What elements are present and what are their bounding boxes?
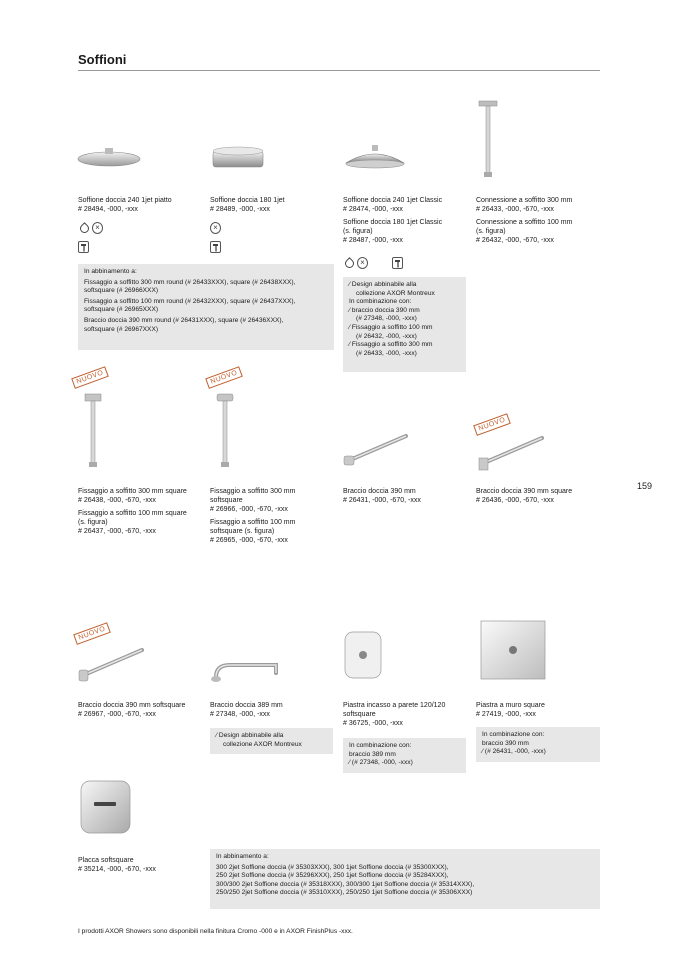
- product-name: Connessione a soffitto 100 mm: [476, 219, 573, 226]
- box-line: In combinazione con:: [482, 731, 545, 738]
- box-line: 300/300 2jet Soffione doccia (# 35318XXX), 300/300 1jet Soffione doccia (# 35314XXX),: [216, 880, 475, 888]
- box-line: ⁄ (# 26431, -000, -xxx): [482, 748, 546, 756]
- product-code: # 26437, -000, -670, -xxx: [78, 528, 156, 535]
- combination-info-box: [476, 727, 600, 762]
- box-line: Braccio doccia 390 mm round (# 26431XXX), square (# 26436XXX),: [84, 316, 284, 324]
- product-code: # 28494, -000, -xxx: [78, 206, 138, 213]
- product-caption: [476, 701, 601, 719]
- combination-info-box: [343, 277, 466, 372]
- shower-head-180-image: [210, 143, 266, 173]
- shower-arm-390-softsquare-image: [76, 640, 146, 684]
- product-name: Fissaggio a soffitto 300 mm: [210, 488, 296, 495]
- spray-mode-icon: [210, 222, 221, 234]
- spray-mode-icon: [357, 257, 368, 269]
- product-code: # 28474, -000, -xxx: [343, 206, 403, 213]
- product-name: Fissaggio a soffitto 100 mm: [210, 519, 296, 526]
- product-caption: [343, 701, 468, 728]
- box-line: In combinazione con:: [349, 298, 412, 306]
- product-caption: [210, 701, 335, 719]
- combination-info-box: [343, 738, 466, 773]
- box-line: Fissaggio a soffitto 300 mm round (# 26433XXX), square (# 26438XXX),: [84, 278, 296, 286]
- shower-head-icon: [392, 257, 403, 269]
- product-code: # 26967, -000, -670, -xxx: [78, 711, 156, 718]
- box-title: In abbinamento a:: [216, 853, 269, 860]
- product-note: (s. figura): [343, 228, 373, 235]
- product-name: Fissaggio a soffitto 300 mm square: [78, 488, 187, 495]
- product-name: Soffione doccia 180 1jet Classic: [343, 219, 443, 226]
- product-code: # 26433, -000, -670, -xxx: [476, 206, 554, 213]
- box-line: (# 26433, -000, -xxx): [356, 349, 417, 357]
- box-line: softsquare (# 26965XXX): [84, 306, 159, 314]
- shower-arm-390-square-image: [476, 430, 546, 474]
- plate-softsquare-image: [78, 778, 133, 836]
- wall-plate-softsquare-image: [343, 630, 383, 680]
- product-code: # 27419, -000, -xxx: [476, 711, 536, 718]
- product-name: Placca softsquare: [78, 857, 134, 864]
- box-line: ⁄ Design abbinabile alla: [216, 732, 284, 739]
- product-name: Piastra incasso a parete 120/120: [343, 702, 446, 709]
- product-name: softsquare: [343, 711, 376, 718]
- feature-icons: [210, 241, 221, 253]
- box-line: ⁄ Fissaggio a soffitto 300 mm: [349, 341, 433, 349]
- box-line: In combinazione con:: [349, 742, 412, 749]
- product-name: Connessione a soffitto 300 mm: [476, 197, 573, 204]
- title-divider: [78, 70, 600, 71]
- shower-head-icon: [78, 241, 89, 253]
- new-badge: NUOVO: [473, 413, 511, 436]
- box-line: 300 2jet Soffione doccia (# 35303XXX), 300 1jet Soffione doccia (# 35300XXX),: [216, 863, 449, 871]
- product-caption: [476, 196, 601, 245]
- box-line: collezione AXOR Montreux: [223, 740, 302, 748]
- product-caption: [78, 701, 203, 719]
- product-code: # 26431, -000, -670, -xxx: [343, 497, 421, 504]
- product-name: Fissaggio a soffitto 100 mm square: [78, 510, 187, 517]
- box-line: collezione AXOR Montreux: [356, 289, 435, 297]
- product-code: # 26436, -000, -670, -xxx: [476, 497, 554, 504]
- product-code: # 26438, -000, -670, -xxx: [78, 497, 156, 504]
- product-name: Braccio doccia 389 mm: [210, 702, 283, 709]
- product-caption: [343, 196, 468, 245]
- product-name: Soffione doccia 240 1jet Classic: [343, 197, 443, 204]
- new-badge: NUOVO: [73, 622, 111, 645]
- box-title: In abbinamento a:: [84, 268, 137, 275]
- product-caption: [210, 196, 335, 214]
- product-caption: [210, 487, 335, 545]
- product-note: softsquare (s. figura): [210, 528, 275, 535]
- product-name: softsquare: [210, 497, 243, 504]
- box-line: Fissaggio a soffitto 100 mm round (# 26432XXX), square (# 26437XXX),: [84, 297, 296, 305]
- box-line: braccio 389 mm: [349, 750, 396, 758]
- product-code: # 28489, -000, -xxx: [210, 206, 270, 213]
- shower-head-240-classic-image: [342, 143, 408, 173]
- box-line: 250/250 2jet Soffione doccia (# 35310XXX), 250/250 1jet Soffione doccia (# 35306XXX): [216, 889, 473, 897]
- product-name: Braccio doccia 390 mm softsquare: [78, 702, 186, 709]
- shower-arm-389-image: [210, 655, 285, 685]
- ceiling-connection-300-image: [475, 100, 501, 180]
- ceiling-mount-300-square-image: [80, 392, 106, 472]
- box-line: (# 27348, -000, -xxx): [356, 315, 417, 323]
- product-code: # 26432, -000, -670, -xxx: [476, 237, 554, 244]
- feature-icons: [343, 257, 403, 269]
- product-code: # 28487, -000, -xxx: [343, 237, 403, 244]
- footer-note: I prodotti AXOR Showers sono disponibili nella finitura Cromo -000 e in AXOR FinishPlus -xxx.: [78, 928, 353, 935]
- feature-icons: [78, 241, 89, 253]
- box-line: ⁄ Fissaggio a soffitto 100 mm: [349, 323, 433, 331]
- page-title: Soffioni: [78, 52, 127, 67]
- water-drop-icon: [343, 257, 354, 269]
- product-code: # 36725, -000, -xxx: [343, 720, 403, 727]
- product-caption: [343, 487, 468, 505]
- page-number: 159: [637, 481, 653, 491]
- spray-mode-icon: [92, 222, 103, 234]
- product-note: (s. figura): [78, 519, 108, 526]
- product-caption: [78, 196, 203, 214]
- ceiling-mount-300-softsquare-image: [212, 392, 238, 472]
- product-name: Soffione doccia 240 1jet piatto: [78, 197, 172, 204]
- product-name: Braccio doccia 390 mm: [343, 488, 416, 495]
- combination-info-box: [78, 264, 334, 350]
- box-line: 250 2jet Soffione doccia (# 35296XXX), 250 1jet Soffione doccia (# 35284XXX),: [216, 872, 449, 880]
- shower-head-240-flat-image: [76, 145, 142, 171]
- product-caption: [78, 856, 203, 874]
- design-info-box: [210, 728, 333, 754]
- product-caption: [476, 487, 601, 505]
- new-badge: NUOVO: [205, 366, 243, 389]
- shower-head-icon: [210, 241, 221, 253]
- product-name: Piastra a muro square: [476, 702, 545, 709]
- wall-plate-square-image: [478, 618, 548, 682]
- box-line: braccio 390 mm: [482, 739, 529, 747]
- feature-icons: [78, 222, 103, 234]
- combination-info-box: [210, 849, 600, 909]
- product-name: Soffione doccia 180 1jet: [210, 197, 285, 204]
- product-name: Braccio doccia 390 mm square: [476, 488, 573, 495]
- product-caption: [78, 487, 203, 536]
- box-line: ⁄ (# 27348, -000, -xxx): [349, 759, 413, 767]
- product-code: # 35214, -000, -670, -xxx: [78, 866, 156, 873]
- water-drop-icon: [78, 222, 89, 234]
- product-code: # 26966, -000, -670, -xxx: [210, 506, 288, 513]
- shower-arm-390-image: [342, 430, 412, 470]
- box-line: (# 26432, -000, -xxx): [356, 332, 417, 340]
- product-code: # 27348, -000, -xxx: [210, 711, 270, 718]
- new-badge: NUOVO: [71, 366, 109, 389]
- feature-icons: [210, 222, 221, 234]
- product-code: # 26965, -000, -670, -xxx: [210, 537, 288, 544]
- box-line: softsquare (# 26966XXX): [84, 287, 159, 295]
- box-line: ⁄ Design abbinabile alla: [349, 281, 417, 288]
- product-note: (s. figura): [476, 228, 506, 235]
- box-line: ⁄ braccio doccia 390 mm: [349, 306, 420, 314]
- box-line: softsquare (# 26967XXX): [84, 325, 159, 333]
